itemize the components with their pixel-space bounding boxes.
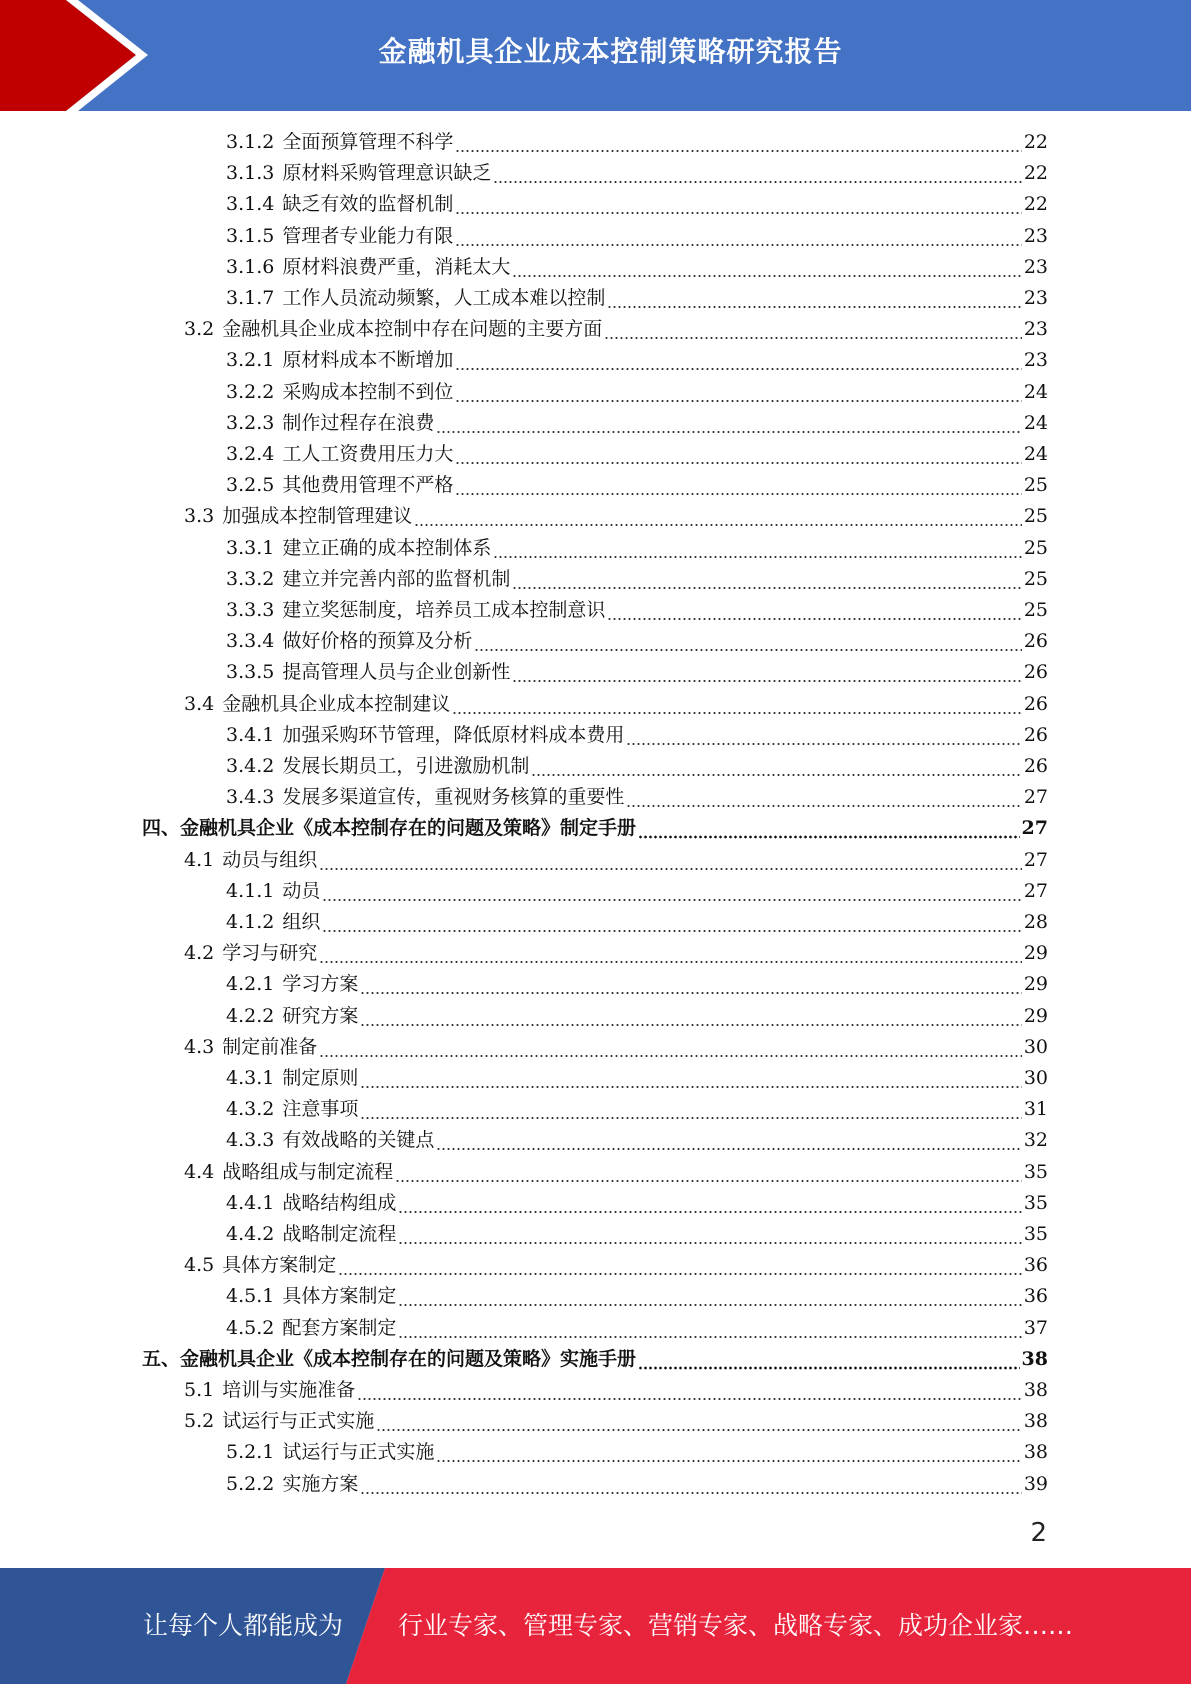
toc-entry-number: 3.4 [184, 692, 215, 715]
toc-entry[interactable] [184, 1250, 1048, 1281]
toc-dot-leader [474, 626, 1021, 657]
toc-entry[interactable] [184, 1032, 1048, 1063]
toc-entry-title: 原材料浪费严重，消耗太大 [282, 255, 511, 278]
toc-entry[interactable] [226, 1001, 1048, 1032]
toc-entry[interactable] [226, 1219, 1048, 1250]
toc-dot-leader [493, 533, 1021, 564]
toc-dot-leader [322, 876, 1021, 907]
toc-entry-number: 3.2 [184, 318, 215, 341]
toc-dot-leader [436, 408, 1021, 439]
toc-entry[interactable] [226, 595, 1048, 626]
toc-entry-number: 3.2.1 [226, 349, 275, 372]
page-header [0, 0, 1191, 111]
toc-entry[interactable] [226, 1437, 1048, 1468]
toc-entry[interactable] [226, 377, 1048, 408]
toc-entry[interactable] [226, 626, 1048, 657]
toc-entry[interactable] [184, 1375, 1048, 1406]
toc-entry[interactable] [184, 845, 1048, 876]
toc-dot-leader [455, 345, 1021, 376]
toc-entry-title: 加强成本控制管理建议 [222, 505, 413, 528]
toc-entry-page: 37 [1023, 1316, 1048, 1339]
toc-entry-page: 22 [1023, 193, 1048, 216]
toc-dot-leader [607, 283, 1021, 314]
toc-dot-leader [322, 907, 1021, 938]
toc-entry-page: 22 [1023, 162, 1048, 185]
toc-dot-leader [398, 1219, 1021, 1250]
toc-entry[interactable] [226, 1063, 1048, 1094]
toc-entry[interactable] [226, 1281, 1048, 1312]
toc-entry-page: 26 [1023, 723, 1048, 746]
toc-entry-title: 建立并完善内部的监督机制 [282, 567, 511, 590]
toc-entry-title: 原材料成本不断增加 [282, 349, 454, 372]
toc-entry[interactable] [226, 1313, 1048, 1344]
toc-entry[interactable] [142, 813, 1048, 844]
toc-entry[interactable] [226, 470, 1048, 501]
toc-entry-title: 动员 [282, 879, 321, 902]
toc-entry-number: 3.4.3 [226, 786, 275, 809]
toc-entry-page: 29 [1023, 942, 1048, 965]
toc-dot-leader [512, 657, 1021, 688]
toc-entry-number: 3.1.2 [226, 131, 275, 153]
toc-entry-number: 4.3.1 [226, 1067, 275, 1089]
toc-entry-page: 35 [1023, 1191, 1048, 1214]
toc-entry-title: 组织 [282, 911, 321, 933]
toc-entry[interactable] [184, 1406, 1048, 1437]
toc-entry-number: 4.3.3 [226, 1129, 275, 1152]
toc-entry[interactable] [142, 1344, 1048, 1375]
toc-dot-leader [319, 938, 1022, 969]
toc-dot-leader [338, 1250, 1022, 1281]
toc-dot-leader [319, 1032, 1022, 1063]
toc-entry-page: 27 [1023, 786, 1048, 809]
toc-entry[interactable] [184, 314, 1048, 345]
toc-entry-title: 全面预算管理不科学 [282, 131, 454, 153]
toc-entry-page: 23 [1023, 287, 1048, 309]
toc-dot-leader [531, 751, 1021, 782]
toc-entry-number: 3.2.2 [226, 380, 275, 403]
toc-entry[interactable] [184, 689, 1048, 720]
toc-entry-page: 30 [1023, 1035, 1048, 1058]
toc-entry[interactable] [226, 876, 1048, 907]
toc-entry-title: 试运行与正式实施 [222, 1410, 375, 1433]
toc-dot-leader [455, 127, 1021, 158]
toc-entry[interactable] [184, 938, 1048, 969]
toc-entry-page: 25 [1023, 599, 1048, 621]
footer-slogan-left: 让每个人都能成为 [143, 1611, 344, 1640]
toc-entry-number: 4.5.1 [226, 1285, 275, 1308]
toc-entry-number: 3.1.3 [226, 162, 275, 185]
toc-dot-leader [512, 564, 1021, 595]
toc-entry-title: 学习方案 [282, 973, 359, 996]
toc-entry-number: 3.3 [184, 505, 215, 528]
toc-entry-page: 35 [1023, 1223, 1048, 1245]
toc-dot-leader [455, 439, 1021, 470]
toc-entry[interactable] [226, 158, 1048, 189]
toc-entry-page: 25 [1023, 567, 1048, 590]
toc-entry[interactable] [226, 252, 1048, 283]
toc-entry-page: 23 [1023, 349, 1048, 372]
toc-entry-number: 3.4.1 [226, 723, 275, 746]
toc-entry-number: 4.1.1 [226, 879, 275, 902]
toc-entry-title: 研究方案 [282, 1004, 359, 1027]
toc-entry-page: 23 [1023, 255, 1048, 278]
toc-entry-number: 4.4 [184, 1160, 215, 1183]
toc-entry-page: 36 [1023, 1285, 1048, 1308]
toc-dot-leader [395, 1157, 1022, 1188]
toc-entry-page: 23 [1023, 318, 1048, 341]
toc-entry-page: 29 [1023, 973, 1048, 996]
toc-dot-leader [360, 1094, 1021, 1125]
toc-entry-title: 战略制定流程 [282, 1223, 397, 1245]
toc-entry-page: 27 [1021, 817, 1048, 840]
toc-entry-number: 3.1.7 [226, 287, 275, 309]
toc-entry-page: 38 [1023, 1410, 1048, 1433]
toc-entry-page: 39 [1023, 1472, 1048, 1495]
toc-entry-page: 36 [1023, 1254, 1048, 1277]
toc-entry-title: 制定原则 [282, 1067, 359, 1089]
toc-entry[interactable] [226, 1469, 1048, 1500]
toc-dot-leader [626, 782, 1021, 813]
toc-entry[interactable] [184, 501, 1048, 532]
page-number: 2 [1030, 1518, 1047, 1548]
toc-entry-number: 4.4.1 [226, 1191, 275, 1214]
toc-entry-number: 4.2.2 [226, 1004, 275, 1027]
toc-entry-title: 四、金融机具企业《成本控制存在的问题及策略》制定手册 [142, 817, 637, 840]
toc-entry-page: 25 [1023, 474, 1048, 497]
toc-dot-leader [455, 377, 1021, 408]
toc-entry-page: 25 [1023, 536, 1048, 559]
toc-entry-page: 38 [1021, 1347, 1048, 1370]
toc-entry-title: 具体方案制定 [222, 1254, 337, 1277]
toc-entry[interactable] [226, 720, 1048, 751]
toc-entry-title: 金融机具企业成本控制中存在问题的主要方面 [222, 318, 603, 341]
toc-entry-number: 4.5 [184, 1254, 215, 1277]
toc-entry-title: 金融机具企业成本控制建议 [222, 692, 451, 715]
toc-entry-title: 制作过程存在浪费 [282, 411, 435, 434]
toc-dot-leader [455, 470, 1021, 501]
toc-entry-number: 3.3.2 [226, 567, 275, 590]
toc-dot-leader [319, 845, 1022, 876]
toc-entry[interactable] [226, 127, 1048, 158]
toc-entry-title: 缺乏有效的监督机制 [282, 193, 454, 216]
toc-dot-leader [607, 595, 1021, 626]
toc-dot-leader [626, 720, 1021, 751]
toc-entry[interactable] [226, 533, 1048, 564]
toc-entry-title: 建立正确的成本控制体系 [282, 536, 492, 559]
toc-entry-title: 实施方案 [282, 1472, 359, 1495]
toc-entry[interactable] [226, 283, 1048, 314]
toc-entry-title: 工人工资费用压力大 [282, 443, 454, 465]
toc-entry-number: 4.1 [184, 848, 215, 871]
toc-dot-leader [604, 314, 1022, 345]
toc-entry-title: 管理者专业能力有限 [282, 224, 454, 247]
toc-entry-page: 27 [1023, 848, 1048, 871]
toc-dot-leader [452, 689, 1022, 720]
toc-entry[interactable] [226, 408, 1048, 439]
toc-entry-title: 有效战略的关键点 [282, 1129, 435, 1152]
toc-entry-page: 38 [1023, 1379, 1048, 1401]
toc-entry-page: 26 [1023, 755, 1048, 777]
toc-entry-title: 工作人员流动频繁，人工成本难以控制 [282, 287, 606, 309]
toc-dot-leader [398, 1188, 1021, 1219]
toc-entry-number: 3.2.5 [226, 474, 275, 497]
toc-entry-title: 做好价格的预算及分析 [282, 630, 473, 653]
toc-dot-leader [414, 501, 1022, 532]
toc-dot-leader [638, 813, 1020, 844]
toc-entry-number: 3.3.5 [226, 661, 275, 684]
toc-entry-number: 4.2 [184, 942, 215, 965]
toc-entry-title: 建立奖惩制度，培养员工成本控制意识 [282, 599, 606, 621]
toc-entry-number: 4.4.2 [226, 1223, 275, 1245]
toc-entry[interactable] [226, 1094, 1048, 1125]
toc-dot-leader [455, 189, 1021, 220]
toc-dot-leader [493, 158, 1021, 189]
toc-entry-number: 3.1.4 [226, 193, 275, 216]
toc-entry[interactable] [226, 1188, 1048, 1219]
toc-entry-page: 26 [1023, 630, 1048, 653]
toc-entry[interactable] [226, 564, 1048, 595]
toc-entry-page: 29 [1023, 1004, 1048, 1027]
toc-entry-page: 23 [1023, 224, 1048, 247]
toc-entry[interactable] [226, 189, 1048, 220]
toc-dot-leader [360, 1001, 1021, 1032]
toc-entry-page: 38 [1023, 1441, 1048, 1464]
toc-entry-page: 26 [1023, 692, 1048, 715]
toc-dot-leader [360, 969, 1021, 1000]
toc-dot-leader [512, 252, 1021, 283]
toc-entry-page: 32 [1023, 1129, 1048, 1152]
document-title: 金融机具企业成本控制策略研究报告 [378, 35, 843, 68]
toc-entry-page: 26 [1023, 661, 1048, 684]
toc-dot-leader [357, 1375, 1022, 1406]
toc-entry-number: 3.4.2 [226, 755, 275, 777]
toc-entry-title: 制定前准备 [222, 1035, 318, 1058]
toc-entry[interactable] [226, 221, 1048, 252]
toc-entry-number: 4.3.2 [226, 1098, 275, 1121]
toc-dot-leader [436, 1125, 1021, 1156]
toc-entry-page: 28 [1023, 911, 1048, 933]
toc-dot-leader [436, 1437, 1021, 1468]
toc-entry[interactable] [226, 969, 1048, 1000]
toc-entry-title: 试运行与正式实施 [282, 1441, 435, 1464]
toc-entry-title: 战略组成与制定流程 [222, 1160, 394, 1183]
toc-entry-number: 4.2.1 [226, 973, 275, 996]
toc-entry-title: 发展长期员工，引进激励机制 [282, 755, 530, 777]
toc-entry-number: 3.1.6 [226, 255, 275, 278]
toc-entry-page: 35 [1023, 1160, 1048, 1183]
toc-dot-leader [455, 221, 1021, 252]
toc-entry-page: 31 [1023, 1098, 1048, 1121]
toc-entry-number: 4.3 [184, 1035, 215, 1058]
toc-entry-title: 战略结构组成 [282, 1191, 397, 1214]
page-footer [0, 1568, 1191, 1684]
toc-entry-page: 24 [1023, 411, 1048, 434]
toc-entry-number: 5.2.1 [226, 1441, 275, 1464]
toc-entry-title: 动员与组织 [222, 848, 318, 871]
toc-dot-leader [376, 1406, 1022, 1437]
toc-entry[interactable] [226, 1125, 1048, 1156]
toc-entry-number: 5.2.2 [226, 1472, 275, 1495]
toc-dot-leader [360, 1469, 1021, 1500]
toc-entry-number: 5.1 [184, 1379, 215, 1401]
toc-entry[interactable] [226, 657, 1048, 688]
toc-entry[interactable] [226, 439, 1048, 470]
toc-entry-number: 3.2.4 [226, 443, 275, 465]
toc-entry-page: 30 [1023, 1067, 1048, 1089]
toc-entry-page: 22 [1023, 131, 1048, 153]
toc-entry-number: 4.5.2 [226, 1316, 275, 1339]
toc-entry-title: 其他费用管理不严格 [282, 474, 454, 497]
toc-entry-title: 培训与实施准备 [222, 1379, 356, 1401]
toc-entry-number: 3.1.5 [226, 224, 275, 247]
toc-entry-page: 27 [1023, 879, 1048, 902]
toc-dot-leader [638, 1344, 1020, 1375]
toc-entry-title: 发展多渠道宣传，重视财务核算的重要性 [282, 786, 625, 809]
toc-entry-title: 原材料采购管理意识缺乏 [282, 162, 492, 185]
toc-entry-title: 具体方案制定 [282, 1285, 397, 1308]
toc-entry-page: 24 [1023, 380, 1048, 403]
toc-entry-title: 学习与研究 [222, 942, 318, 965]
toc-entry-title: 配套方案制定 [282, 1316, 397, 1339]
toc-dot-leader [398, 1313, 1021, 1344]
toc-entry-number: 3.2.3 [226, 411, 275, 434]
toc-entry-number: 5.2 [184, 1410, 215, 1433]
toc-entry-number: 3.3.1 [226, 536, 275, 559]
toc-entry-title: 加强采购环节管理，降低原材料成本费用 [282, 723, 625, 746]
toc-entry-number: 3.3.4 [226, 630, 275, 653]
toc-entry-page: 24 [1023, 443, 1048, 465]
toc-entry-title: 注意事项 [282, 1098, 359, 1121]
toc-entry[interactable] [226, 751, 1048, 782]
toc-entry-number: 3.3.3 [226, 599, 275, 621]
toc-entry-number: 4.1.2 [226, 911, 275, 933]
toc-entry-title: 提高管理人员与企业创新性 [282, 661, 511, 684]
toc-entry[interactable] [226, 907, 1048, 938]
toc-entry[interactable] [184, 1157, 1048, 1188]
toc-entry-page: 25 [1023, 505, 1048, 528]
toc-entry[interactable] [226, 782, 1048, 813]
toc-entry-title: 五、金融机具企业《成本控制存在的问题及策略》实施手册 [142, 1347, 637, 1370]
footer-slogan-right: 行业专家、管理专家、营销专家、战略专家、成功企业家…… [398, 1611, 1074, 1640]
toc-dot-leader [360, 1063, 1021, 1094]
toc-entry-title: 采购成本控制不到位 [282, 380, 454, 403]
toc-dot-leader [398, 1281, 1021, 1312]
toc-entry[interactable] [226, 345, 1048, 376]
